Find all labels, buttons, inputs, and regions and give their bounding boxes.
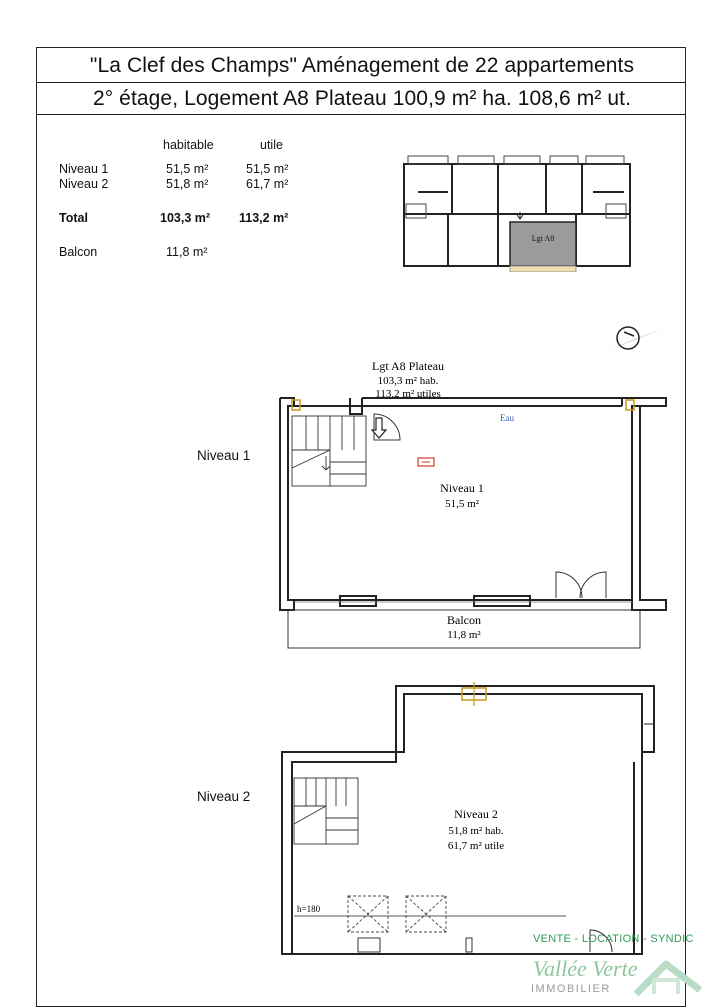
balcony-name: Balcon: [447, 613, 481, 627]
room-utile: 61,7 m² utile: [447, 840, 505, 852]
agency-name: Vallée Verte: [533, 956, 638, 981]
agency-house-icon: [632, 950, 704, 998]
project-title: "La Clef des Champs" Aménagement de 22 appartements: [89, 54, 635, 77]
room-area: 51,5 m²: [445, 498, 479, 510]
floor-plan-level2: [270, 676, 670, 966]
title-block: [36, 47, 686, 115]
title-divider: [37, 82, 685, 83]
balcon-habitable: 11,8 m²: [166, 245, 208, 259]
key-plan-unit-label: Lgt A8: [531, 234, 555, 243]
floor-plan-level1: [270, 350, 670, 655]
unit-title: Lgt A8 Plateau: [372, 359, 444, 373]
level2-side-label: Niveau 2: [197, 789, 251, 804]
col-header-habitable: habitable: [163, 138, 214, 152]
agency-sub: IMMOBILIER: [531, 983, 611, 995]
key-plan-unit-a8: [510, 222, 576, 266]
row-label: Niveau 1: [59, 162, 109, 176]
unit-utiles: 113,2 m² utiles: [375, 388, 441, 400]
key-plan: [398, 152, 638, 272]
row-habitable: 51,5 m²: [166, 162, 209, 176]
balcon-label: Balcon: [59, 245, 98, 259]
room-name: Niveau 2: [454, 807, 498, 821]
row-utile: 51,5 m²: [246, 162, 289, 176]
level1-side-label: Niveau 1: [197, 448, 251, 463]
total-habitable: 103,3 m²: [160, 211, 211, 225]
row-label: Niveau 2: [59, 177, 109, 191]
room-hab: 51,8 m² hab.: [448, 825, 504, 837]
room-name: Niveau 1: [440, 481, 484, 495]
water-label: Eau: [500, 413, 514, 423]
row-utile: 61,7 m²: [246, 177, 289, 191]
height-label: h=180: [297, 904, 321, 914]
col-header-utile: utile: [260, 138, 283, 152]
row-habitable: 51,8 m²: [166, 177, 209, 191]
total-label: Total: [59, 211, 88, 225]
unit-subtitle: 2° étage, Logement A8 Plateau 100,9 m² ha. 108,6 m² ut.: [92, 87, 632, 110]
balcony-area: 11,8 m²: [447, 629, 481, 641]
key-plan-balcony: [510, 266, 576, 272]
total-utile: 113,2 m²: [239, 211, 289, 225]
agency-tagline: VENTE - LOCATION - SYNDIC: [533, 933, 694, 945]
unit-hab: 103,3 m² hab.: [377, 375, 439, 387]
